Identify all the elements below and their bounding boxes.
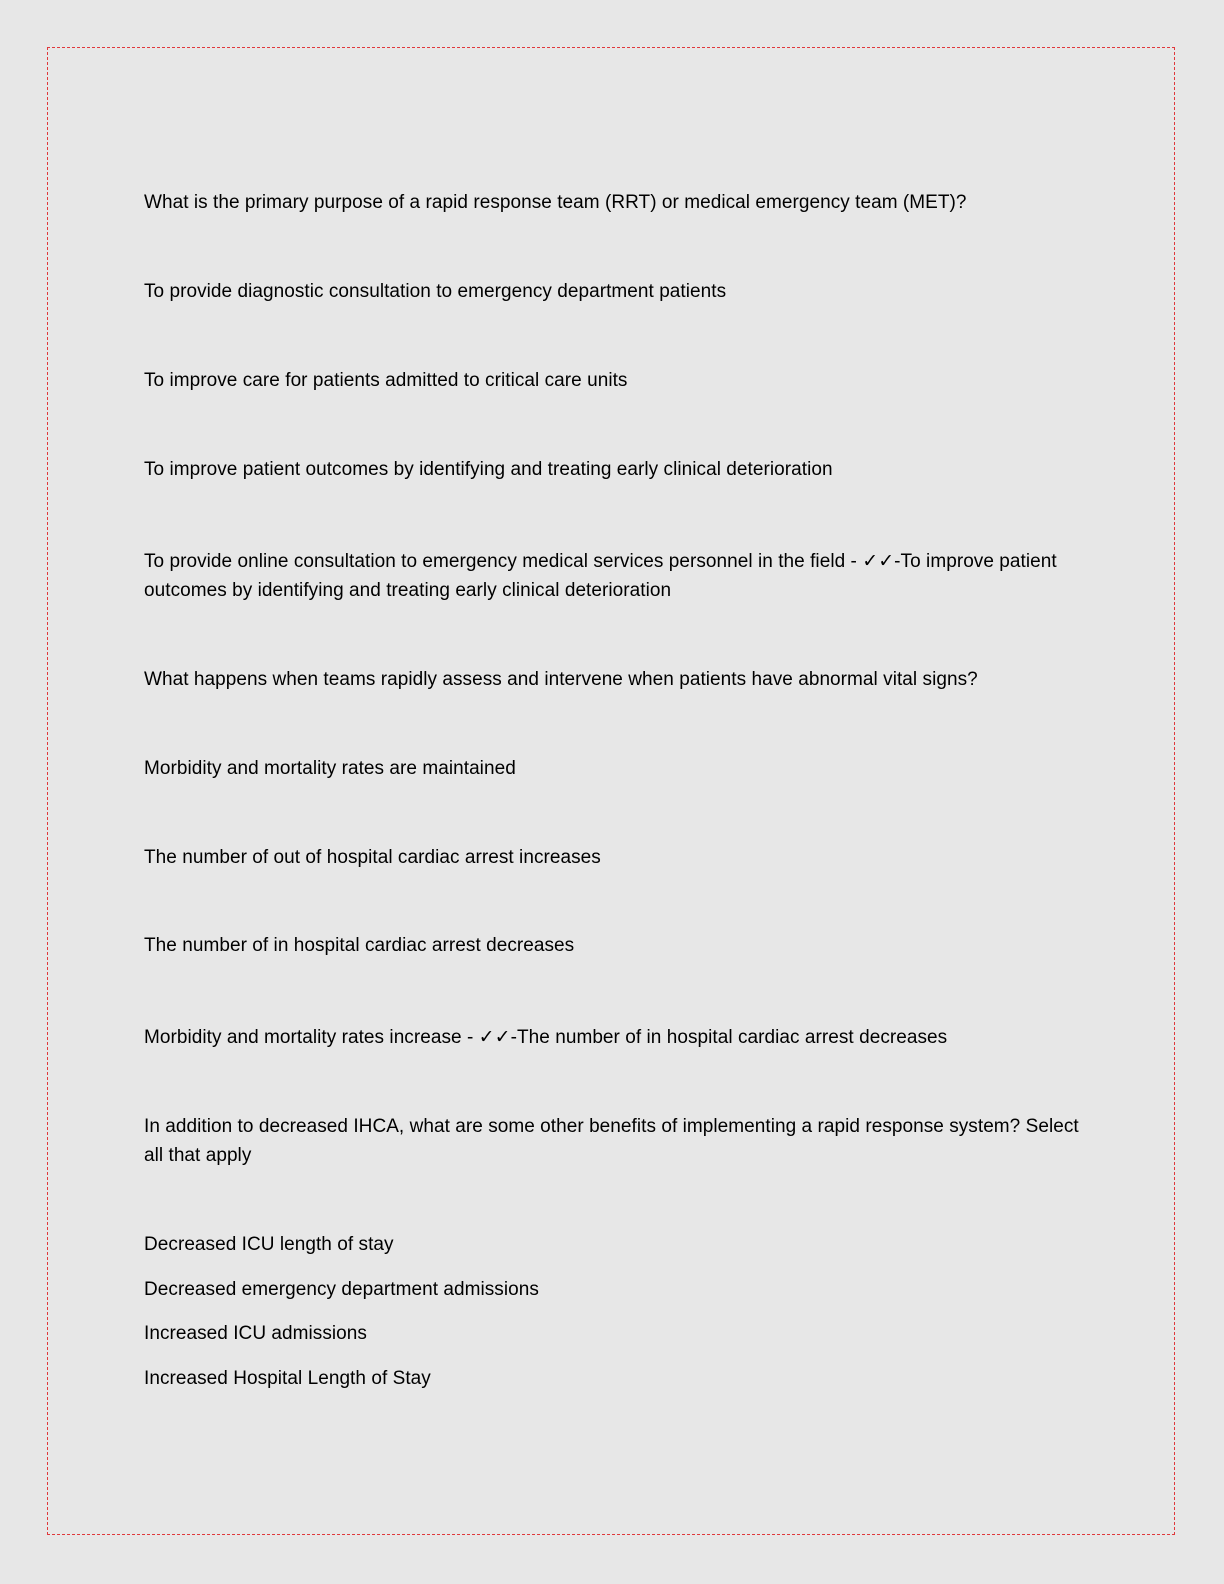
q2-option-1: Morbidity and mortality rates are maintained (144, 758, 516, 779)
q3-option-3: Increased ICU admissions (144, 1323, 367, 1344)
question-1: What is the primary purpose of a rapid response team (RRT) or medical emergency team (MET)? (144, 192, 967, 213)
page-border (47, 47, 1175, 1535)
q1-option-2: To improve care for patients admitted to critical care units (144, 370, 628, 391)
q1-option-4-answer: To provide online consultation to emergency medical services personnel in the field - ✓✓-To improve patient outcomes by identifying and treating early clinical deterioration (144, 551, 1057, 601)
q2-option-4-answer: Morbidity and mortality rates increase - ✓✓-The number of in hospital cardiac arrest decreases (144, 1027, 948, 1048)
question-2: What happens when teams rapidly assess and intervene when patients have abnormal vital signs? (144, 669, 978, 690)
q1-option-3: To improve patient outcomes by identifying and treating early clinical deterioration (144, 459, 833, 480)
q3-option-2: Decreased emergency department admissions (144, 1279, 539, 1300)
q1-option-1: To provide diagnostic consultation to emergency department patients (144, 281, 727, 302)
question-3: In addition to decreased IHCA, what are some other benefits of implementing a rapid response system? Select all that apply (144, 1116, 1079, 1166)
q3-option-4: Increased Hospital Length of Stay (144, 1368, 431, 1389)
q2-option-2: The number of out of hospital cardiac arrest increases (144, 847, 601, 868)
q3-option-1: Decreased ICU length of stay (144, 1234, 394, 1255)
q2-option-3: The number of in hospital cardiac arrest decreases (144, 935, 575, 956)
